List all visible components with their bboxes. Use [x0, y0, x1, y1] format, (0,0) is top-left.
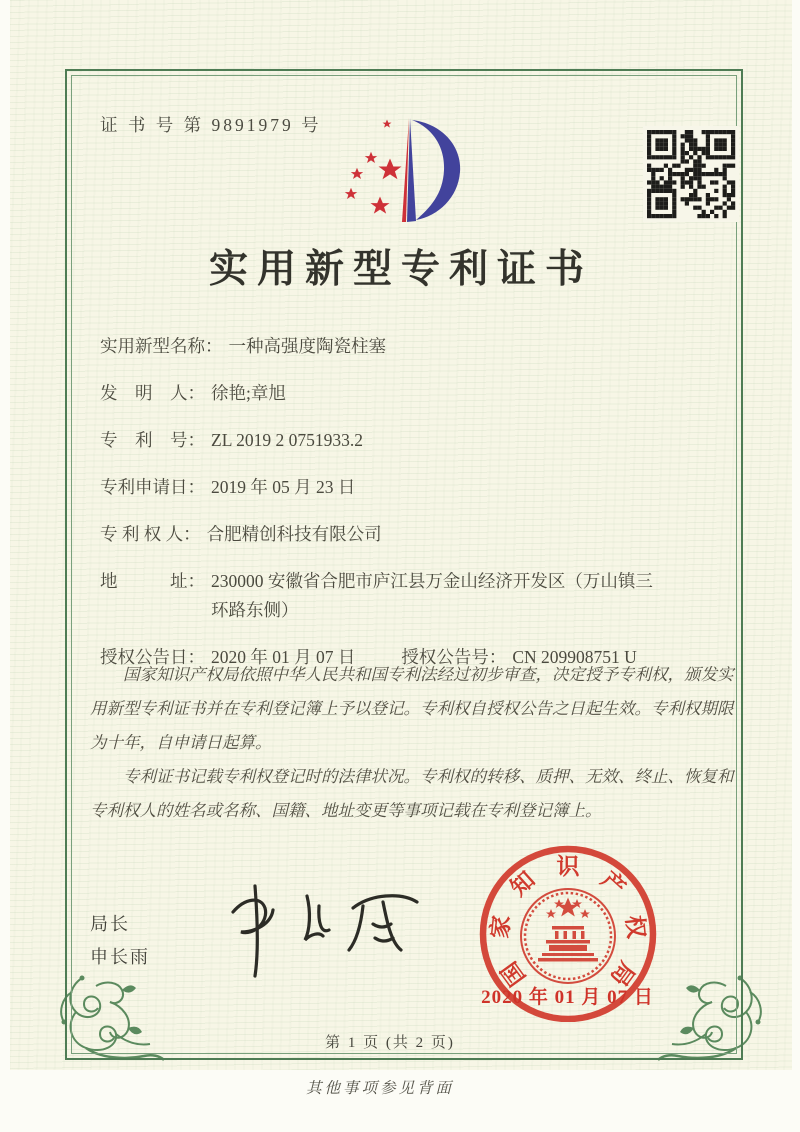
certificate-title: 实用新型专利证书: [208, 248, 593, 291]
field-inventor: [100, 379, 740, 408]
backside-note: 其他事项参见背面: [305, 1080, 454, 1097]
svg-text:国: 国: [496, 957, 531, 991]
cnipa-logo-icon: [340, 110, 468, 232]
svg-text:局: 局: [605, 957, 640, 991]
seal-date: 2020 年 01 月 07 日: [481, 987, 654, 1008]
field-value: 230000 安徽省合肥市庐江县万金山经济开发区（万山镇三环路东侧）: [211, 571, 653, 620]
field-label: 发 明 人：: [100, 383, 205, 403]
legal-paragraph: 国家知识产权局依照中华人民共和国专利法经过初步审查，决定授予专利权，颁发实用新型专利证书并在专利登记簿上予以登记。专利权自授权公告之日起生效。专利权期限为十年，自申请日起算。: [90, 665, 734, 752]
svg-text:识: 识: [556, 854, 580, 879]
field-value: ZL 2019 2 0751933.2: [211, 430, 363, 450]
handwritten-signature-icon: [215, 878, 425, 982]
field-value: 一种高强度陶瓷柱塞: [228, 336, 386, 356]
field-value: 2020 年 01 月 07 日: [211, 647, 356, 667]
page-number: 第 1 页 (共 2 页): [325, 1035, 455, 1051]
field-label: 授权公告日：: [100, 647, 205, 667]
svg-text:产: 产: [596, 866, 631, 901]
field-utility-model-name: [100, 332, 740, 361]
field-label: 专 利 号：: [100, 430, 205, 450]
qr-code: [643, 126, 739, 222]
field-label: 专利申请日：: [100, 477, 205, 497]
field-label: 实用新型名称：: [100, 336, 223, 356]
field-label: 授权公告号：: [401, 647, 507, 667]
field-label: 专 利 权 人：: [100, 524, 201, 544]
field-value: 徐艳;章旭: [211, 383, 286, 403]
director-block: [90, 908, 150, 974]
legal-paragraph: 专利证书记载专利权登记时的法律状况。专利权的转移、质押、无效、终止、恢复和专利权人的姓名或名称、国籍、地址变更等事项记载在专利登记簿上。: [90, 767, 734, 820]
director-title: 局长: [90, 914, 130, 934]
field-address: [100, 567, 740, 625]
field-value: 2019 年 05 月 23 日: [211, 477, 356, 497]
svg-text:家: 家: [487, 914, 515, 940]
field-patent-number: [100, 426, 740, 455]
national-emblem-icon: [521, 889, 615, 983]
director-name: 申长雨: [90, 947, 150, 967]
certificate-fields: [100, 332, 740, 690]
field-filing-date: [100, 473, 740, 502]
legal-text: [90, 658, 736, 828]
certificate-number: 证 书 号 第 9891979 号: [100, 115, 322, 135]
field-patentee: [100, 520, 740, 549]
svg-text:权: 权: [621, 914, 649, 940]
field-label: 地 址：: [100, 571, 205, 591]
field-value: 合肥精创科技有限公司: [206, 524, 382, 544]
field-value: CN 209908751 U: [512, 647, 637, 667]
certificate-paper: [10, 0, 792, 1070]
svg-text:知: 知: [505, 866, 540, 901]
